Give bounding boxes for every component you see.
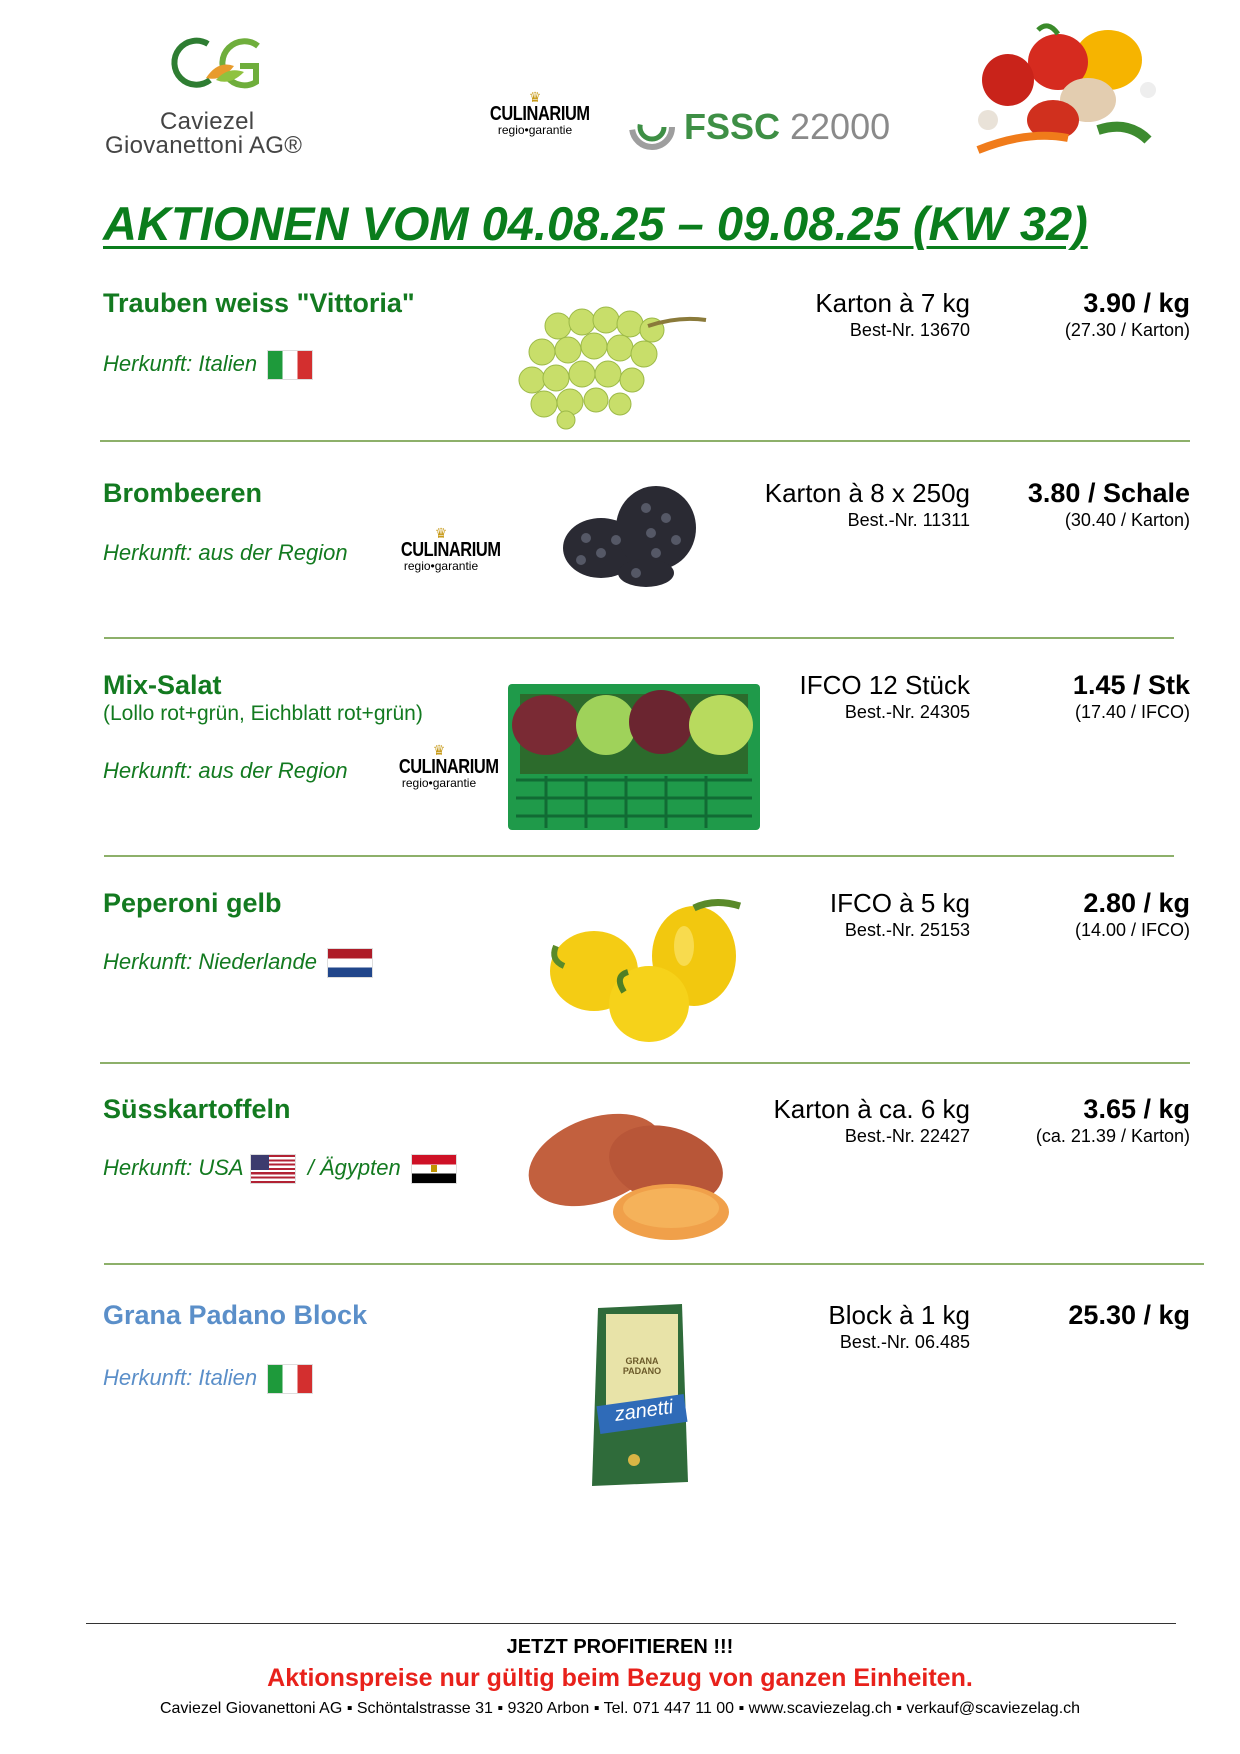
culinarium-logo: ♛ CULINARIUM regio•garantie xyxy=(480,90,590,137)
product-origin: Herkunft: USA / Ägypten xyxy=(103,1154,457,1184)
page-title: AKTIONEN VOM 04.08.25 – 09.08.25 (KW 32) xyxy=(103,197,1088,250)
product-price: 3.65 / kg xyxy=(1083,1094,1190,1124)
grana-padano-image: GRANA PADANO zanetti xyxy=(584,1300,694,1490)
footer-notice: Aktionspreise nur gültig beim Bezug von ganzen Einheiten. xyxy=(267,1664,973,1692)
product-name: Brombeeren xyxy=(103,478,263,508)
product-origin: Herkunft: aus der Region xyxy=(103,758,348,783)
product-price: 3.80 / Schale xyxy=(1027,478,1190,508)
product-price-sub: (ca. 21.39 / Karton) xyxy=(1035,1126,1190,1146)
blackberries-image xyxy=(556,478,706,588)
product-pack: Karton à 8 x 250g xyxy=(764,478,970,508)
netherlands-flag-icon xyxy=(327,948,373,978)
company-name-line1: Caviezel xyxy=(160,108,255,135)
product-price: 1.45 / Stk xyxy=(1072,670,1190,700)
crown-icon: ♛ xyxy=(528,89,542,105)
product-pack: Block à 1 kg xyxy=(828,1300,970,1330)
product-origin: Herkunft: Italien xyxy=(103,350,313,380)
separator xyxy=(104,855,1174,857)
product-name: Süsskartoffeln xyxy=(103,1094,291,1124)
product-price: 3.90 / kg xyxy=(1083,288,1190,318)
product-name: Mix-Salat xyxy=(103,670,222,700)
product-name: Peperoni gelb xyxy=(103,888,282,918)
product-name: Grana Padano Block xyxy=(103,1300,368,1330)
crown-icon: ♛ xyxy=(432,742,446,758)
product-name: Trauben weiss "Vittoria" xyxy=(103,288,415,318)
product-pack: Karton à 7 kg xyxy=(815,288,970,318)
salad-crate-image xyxy=(506,680,762,832)
culinarium-logo: ♛ CULINARIUM regio•garantie xyxy=(390,743,488,790)
yellow-peppers-image xyxy=(544,896,754,1046)
product-price-sub: (27.30 / Karton) xyxy=(1064,320,1190,340)
footer-divider xyxy=(86,1623,1176,1624)
product-order-number: Best-Nr. 13670 xyxy=(849,320,970,340)
separator xyxy=(100,440,1190,442)
vegetables-image xyxy=(948,20,1170,166)
product-order-number: Best.-Nr. 22427 xyxy=(844,1126,970,1146)
grapes-image xyxy=(518,296,708,430)
product-price-sub: (30.40 / Karton) xyxy=(1064,510,1190,530)
separator xyxy=(100,1062,1190,1064)
fssc-swirl-icon xyxy=(628,103,676,151)
product-order-number: Best.-Nr. 06.485 xyxy=(839,1332,970,1352)
product-pack: IFCO 12 Stück xyxy=(799,670,970,700)
footer-call-to-action: JETZT PROFITIEREN !!! xyxy=(506,1636,734,1658)
usa-flag-icon xyxy=(250,1154,296,1184)
italy-flag-icon xyxy=(267,1364,313,1394)
product-price: 2.80 / kg xyxy=(1083,888,1190,918)
company-logo-icon xyxy=(170,36,270,92)
product-price: 25.30 / kg xyxy=(1068,1300,1190,1330)
product-price-sub: (17.40 / IFCO) xyxy=(1074,702,1190,722)
sweet-potatoes-image xyxy=(516,1100,742,1240)
separator xyxy=(104,1263,1204,1265)
product-pack: Karton à ca. 6 kg xyxy=(773,1094,970,1124)
product-pack: IFCO à 5 kg xyxy=(829,888,970,918)
product-price-sub: (14.00 / IFCO) xyxy=(1074,920,1190,940)
product-origin: Herkunft: aus der Region xyxy=(103,540,348,565)
egypt-flag-icon xyxy=(411,1154,457,1184)
culinarium-logo: ♛ CULINARIUM regio•garantie xyxy=(392,526,490,573)
product-subtitle: (Lollo rot+grün, Eichblatt rot+grün) xyxy=(103,702,423,725)
product-order-number: Best.-Nr. 24305 xyxy=(844,702,970,722)
company-name-line2: Giovanettoni AG® xyxy=(105,132,303,159)
product-order-number: Best.-Nr. 25153 xyxy=(844,920,970,940)
product-order-number: Best.-Nr. 11311 xyxy=(847,510,970,530)
separator xyxy=(104,637,1174,639)
fssc-logo: FSSC 22000 xyxy=(628,100,890,154)
product-origin: Herkunft: Niederlande xyxy=(103,948,373,978)
product-origin: Herkunft: Italien xyxy=(103,1364,313,1394)
footer-contact: Caviezel Giovanettoni AG ▪ Schöntalstrasse 31 ▪ 9320 Arbon ▪ Tel. 071 447 11 00 ▪ www.scaviezelag.ch ▪ verkauf@scaviezelag.ch xyxy=(159,1700,1081,1717)
crown-icon: ♛ xyxy=(434,525,448,541)
italy-flag-icon xyxy=(267,350,313,380)
